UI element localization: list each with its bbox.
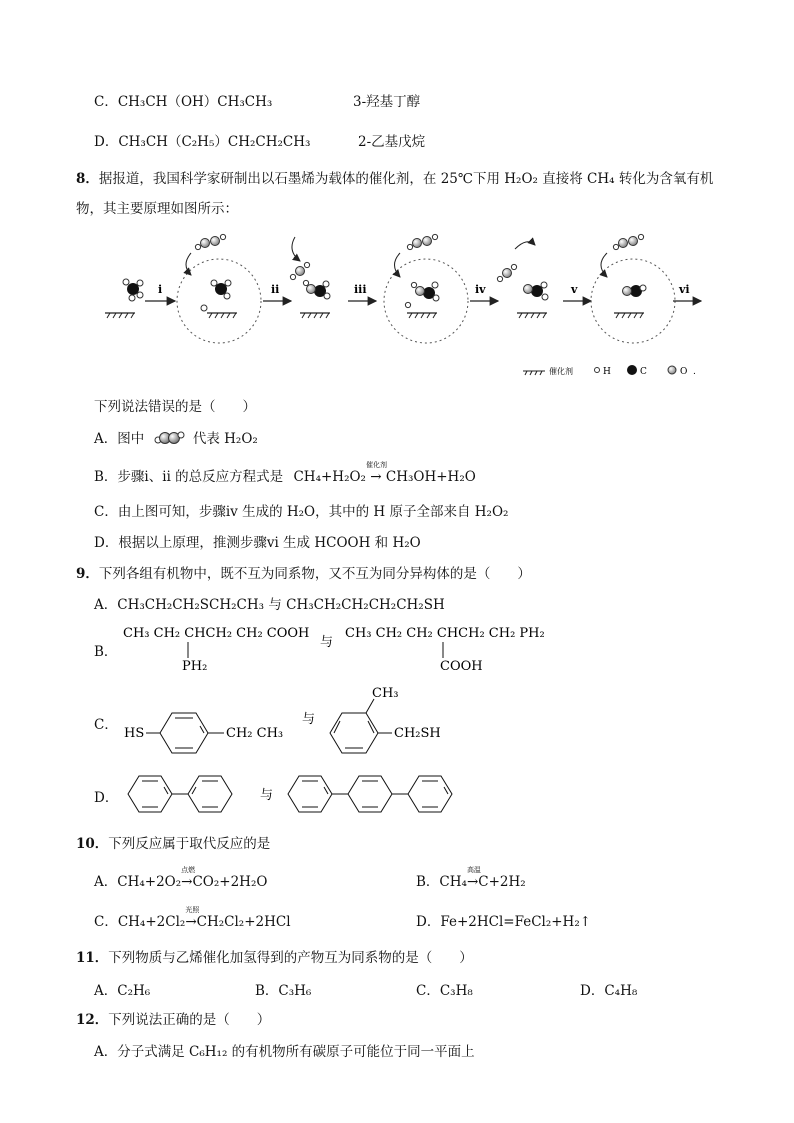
reaction-mechanism-diagram [95,225,715,380]
q10-option-c: C．CH₄+2Cl₂ 光照 →CH₂Cl₂+2HCl [94,906,291,930]
q8-option-c: C．由上图可知，步骤ⅳ 生成的 H₂O，其中的 H 原子全部来自 H₂O₂ [94,504,509,520]
q8-stem-line2: 物，其主要原理如图所示： [76,201,238,217]
step-label-i: i [158,283,163,296]
svg-text:COOH: COOH [440,659,483,674]
q9-option-a: A．CH₃CH₂CH₂SCH₂CH₃ 与 CH₃CH₂CH₂CH₂CH₂SH [94,597,445,613]
svg-text:H: H [603,367,611,377]
q9-option-d-structures [120,772,480,816]
h2o2-model-icon [153,430,185,446]
stage-5 [591,234,675,343]
q8-option-b: B．步骤ⅰ、ⅱ 的总反应方程式是 CH₄+H₂O₂ 催化剂 → CH₃OH+H₂O [94,461,476,485]
step-label-ii: ii [271,283,280,296]
q11-option-b: B．C₃H₆ [255,983,312,999]
q8-option-a: A．图中 代表 H₂O₂ [94,431,258,447]
svg-text:.: . [693,367,696,377]
q10-option-a: A．CH₄+2O₂ 点燃 →CO₂+2H₂O [94,866,268,890]
step-label-vi: vi [679,283,690,296]
q10-option-b: B．CH₄ 高温 →C+2H₂ [416,866,526,890]
q8-option-d: D．根据以上原理，推测步骤ⅵ 生成 HCOOH 和 H₂O [94,535,421,551]
svg-text:CH₃ CH₂ CHCH₂ CH₂ COOH: CH₃ CH₂ CHCH₂ CH₂ COOH [123,626,310,641]
reaction-arrow: 催化剂 → [365,461,387,485]
q9-option-b-structures [120,622,580,678]
svg-text:与: 与 [302,712,316,727]
svg-text:HS: HS [124,726,145,741]
q8-stem-line1: 8．据报道，我国科学家研制出以石墨烯为载体的催化剂，在 25℃下用 H₂O₂ 直接将 CH₄ 转化为含氧有机 [76,171,714,187]
q8-prompt: 下列说法错误的是（ ） [94,399,256,415]
q9-option-b-label: B． [94,644,118,660]
step-label-iii: iii [354,283,367,296]
svg-text:O: O [680,367,688,377]
diagram-legend [523,365,696,377]
svg-text:与: 与 [320,635,334,650]
svg-text:与: 与 [260,788,274,803]
step-label-v: v [571,283,578,296]
question-number: 8． [76,171,99,187]
q9-stem: 9．下列各组有机物中，既不互为同系物，又不互为同分异构体的是（ ） [76,566,531,582]
q10-stem: 10．下列反应属于取代反应的是 [76,836,271,852]
q11-option-a: A．C₂H₆ [94,983,151,999]
svg-text:PH₂: PH₂ [182,659,208,674]
stage-0 [105,279,143,318]
svg-text:CH₂ CH₃: CH₂ CH₃ [226,726,284,741]
stage-2 [290,237,330,318]
q10-option-d: D．Fe+2HCl=FeCl₂+H₂↑ [416,914,592,930]
q11-stem: 11．下列物质与乙烯催化加氢得到的产物互为同系物的是（ ） [76,950,473,966]
stage-4 [497,242,548,318]
q9-option-d-label: D． [94,790,119,806]
svg-text:CH₂SH: CH₂SH [394,726,441,741]
step-label-iv: iv [475,283,486,296]
q12-stem: 12．下列说法正确的是（ ） [76,1012,271,1028]
svg-text:催化剂: 催化剂 [549,367,573,376]
q11-option-c: C．C₃H₈ [416,983,473,999]
q12-option-a: A．分子式满足 C₆H₁₂ 的有机物所有碳原子可能位于同一平面上 [94,1044,475,1060]
q9-option-c-label: C． [94,717,118,733]
q7-option-c-name: 3-羟基丁醇 [353,94,421,110]
q7-option-d: D．CH₃CH（C₂H₅）CH₂CH₂CH₃ [94,134,311,150]
svg-text:CH₃: CH₃ [372,686,399,701]
q9-option-c-structures [120,685,460,755]
svg-text:CH₃ CH₂ CH₂ CHCH₂ CH₂ PH₂: CH₃ CH₂ CH₂ CHCH₂ CH₂ PH₂ [345,626,545,641]
q7-option-d-name: 2-乙基戊烷 [358,134,426,150]
svg-text:C: C [640,367,647,377]
q7-option-c: C．CH₃CH（OH）CH₃CH₃ [94,94,273,110]
q11-option-d: D．C₄H₈ [580,983,638,999]
stage-3 [384,234,468,343]
stage-1 [177,234,261,343]
